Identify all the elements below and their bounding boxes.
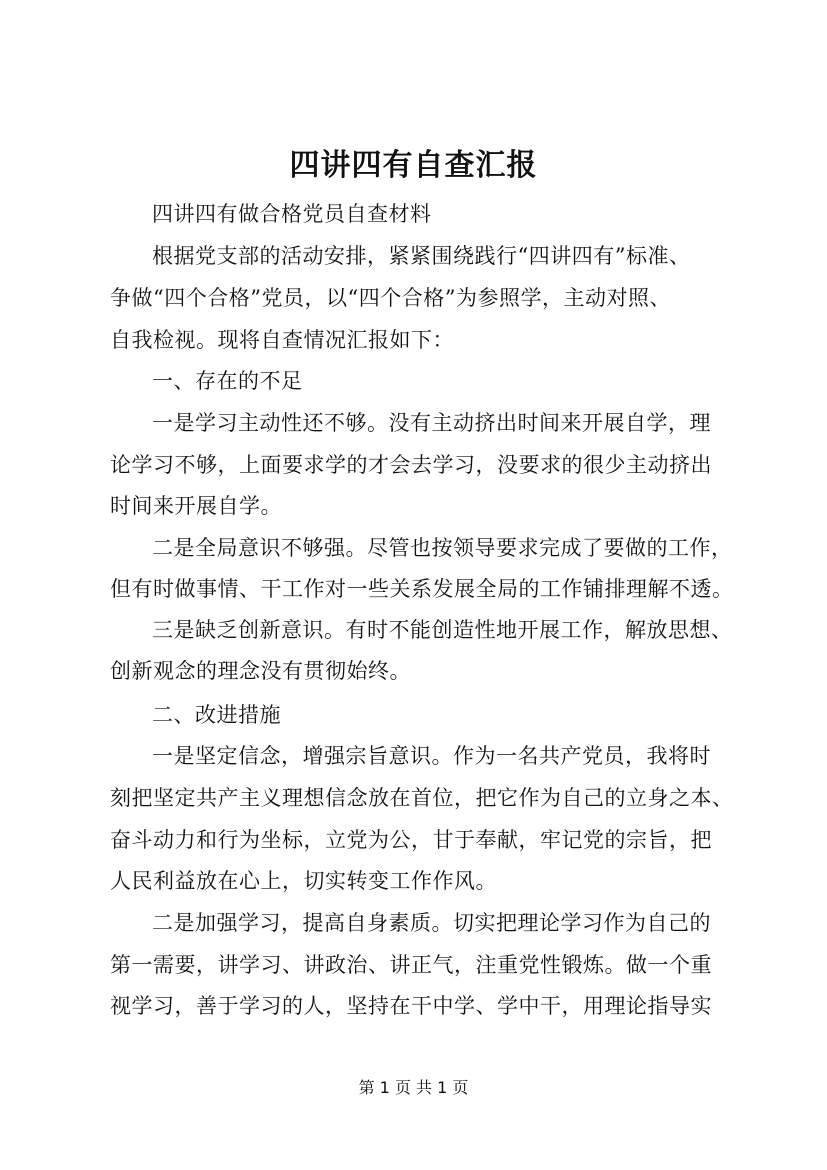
body-line: 人民利益放在心上，切实转变工作作风。	[110, 869, 497, 893]
body-line: 奋斗动力和行为坐标，立党为公，甘于奉献，牢记党的宗旨，把	[110, 828, 712, 852]
section-heading: 二、改进措施	[152, 703, 281, 727]
body-line: 时间来开展自学。	[110, 494, 282, 518]
body-line: 但有时做事情、干工作对一些关系发展全局的工作铺排理解不透。	[110, 577, 734, 601]
body-line: 争做“四个合格”党员，以“四个合格”为参照学，主动对照、	[110, 286, 671, 310]
body-line: 三是缺乏创新意识。有时不能创造性地开展工作，解放思想、	[152, 618, 733, 642]
body-line: 刻把坚定共产主义理想信念放在首位，把它作为自己的立身之本、	[110, 786, 734, 810]
page-footer: 第 1 页 共 1 页	[358, 1078, 469, 1097]
body-line: 论学习不够，上面要求学的才会去学习，没要求的很少主动挤出	[110, 453, 712, 477]
body-line: 一是坚定信念，增强宗旨意识。作为一名共产党员，我将时	[152, 744, 711, 768]
body-line: 创新观念的理念没有贯彻始终。	[110, 659, 411, 683]
body-line: 一是学习主动性还不够。没有主动挤出时间来开展自学，理	[152, 411, 711, 435]
body-line-subtitle: 四讲四有做合格党员自查材料	[152, 202, 432, 226]
section-heading: 一、存在的不足	[152, 369, 303, 393]
body-line: 根据党支部的活动安排，紧紧围绕践行“四讲四有”标准、	[152, 244, 691, 268]
body-line: 二是加强学习，提高自身素质。切实把理论学习作为自己的	[152, 911, 711, 935]
body-line: 第一需要，讲学习、讲政治、讲正气，注重党性锻炼。做一个重	[110, 953, 712, 977]
body-line: 视学习，善于学习的人，坚持在干中学、学中干，用理论指导实	[110, 994, 712, 1018]
body-line: 自我检视。现将自查情况汇报如下：	[110, 328, 454, 352]
document-title: 四讲四有自查汇报	[289, 148, 538, 183]
body-line: 二是全局意识不够强。尽管也按领导要求完成了要做的工作，	[152, 536, 733, 560]
